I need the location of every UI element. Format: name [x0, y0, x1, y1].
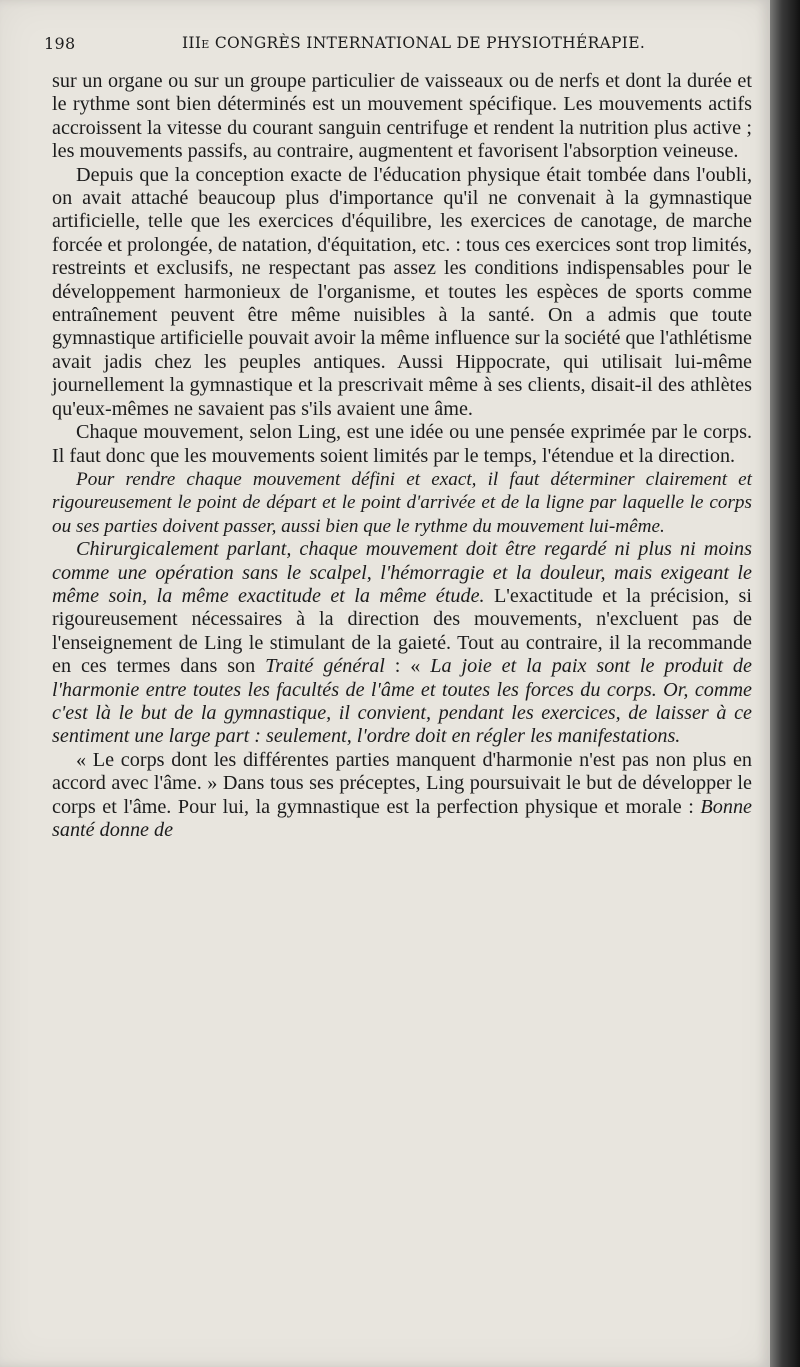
body-text: [52, 70, 752, 842]
paragraph-5-italic: Chirurgicalement parlant, chaque mouvement doit être regardé ni plus ni moins comme une opération sans le scalpel, l'hémorragie et la douleur, mais exigeant le même soin, la même exactitude et la même étude.: [52, 538, 752, 607]
running-title: IIIe CONGRÈS INTERNATIONAL DE PHYSIOTHÉRAPIE.: [182, 34, 646, 52]
paragraph-5-title: Traité général: [265, 655, 385, 678]
paragraph-3: Chaque mouvement, selon Ling, est une idée ou une pensée exprimée par le corps. Il faut donc que les mouvements soient limités par le temps, l'étendue et la direction.: [52, 421, 752, 467]
page-edge-shadow: [770, 0, 800, 1367]
paragraph-2: Depuis que la conception exacte de l'éducation physique était tombée dans l'oubli, on avait attaché beaucoup plus d'importance qu'il ne convenait à la gymnastique artificielle, telle que les exercices d'équilibre, les exercices de canotage, de marche forcée et prolongée, de natation, d'équitation, etc. : tous ces exercices sont trop limités, restreints et exclusifs, ne respectant pas assez les conditions indispensables pour le développement harmonieux de l'organisme, et toutes les espèces de sports comme entraînement peuvent être même nuisibles à la santé. On a admis que toute gymnastique artificielle pouvait avoir la même influence sur la société que l'athlétisme avait jadis chez les peuples antiques. Aussi Hippocrate, qui utilisait lui-même journellement la gymnastique et la prescrivait même à ses clients, disait-il des athlètes qu'eux-mêmes ne savaient pas s'ils avaient une âme.: [52, 163, 752, 420]
page-number: 198: [44, 34, 76, 53]
paragraph-1: sur un organe ou sur un groupe particulier de vaisseaux ou de nerfs et dont la durée et le rythme sont bien déterminés est un mouvement spécifique. Les mouvements actifs accroissent la vitesse du courant sanguin centrifuge et rendent la nutrition plus active ; les mouvements passifs, au contraire, augmentent et favorisent l'absorption veineuse.: [52, 70, 752, 163]
page-header: [44, 30, 752, 58]
paragraph-6: [52, 749, 752, 843]
paragraph-5-roman-1: L'exactitude et la précision, si rigoureusement nécessaires à la direction des mouvements, n'excluent pas de l'enseignement de Ling le stimulant de la gaieté. Tout au contraire, il la recommande en ces termes dans son: [52, 584, 752, 678]
page-content: [44, 30, 752, 842]
paragraph-5-quote: La joie et la paix sont le produit de l'harmonie entre toutes les facultés de l'âme et toutes les forces du corps. Or, comme c'est là le but de la gymnastique, il convient, pendant les exercices, de laisser à ce sentiment une large part : seulement, l'ordre doit en régler les manifestations.: [52, 655, 752, 748]
paragraph-5-roman-2: : «: [384, 655, 431, 678]
paragraph-6-roman: « Le corps dont les différentes parties manquent d'harmonie n'est pas non plus en accord avec l'âme. » Dans tous ses préceptes, Ling poursuivait le but de développer le corps et l'âme. Pour lui, la gymnastique est la perfection physique et morale :: [52, 748, 752, 818]
paragraph-4: Pour rendre chaque mouvement défini et exact, il faut déterminer clairement et rigoureusement le point de départ et le point d'arrivée et de la ligne par laquelle le corps ou ses parties doivent passer, aussi bien que le rythme du mouvement lui-même.: [52, 468, 752, 537]
paragraph-5: [52, 538, 752, 749]
paragraph-6-italic: Bonne santé donne de: [52, 795, 752, 841]
